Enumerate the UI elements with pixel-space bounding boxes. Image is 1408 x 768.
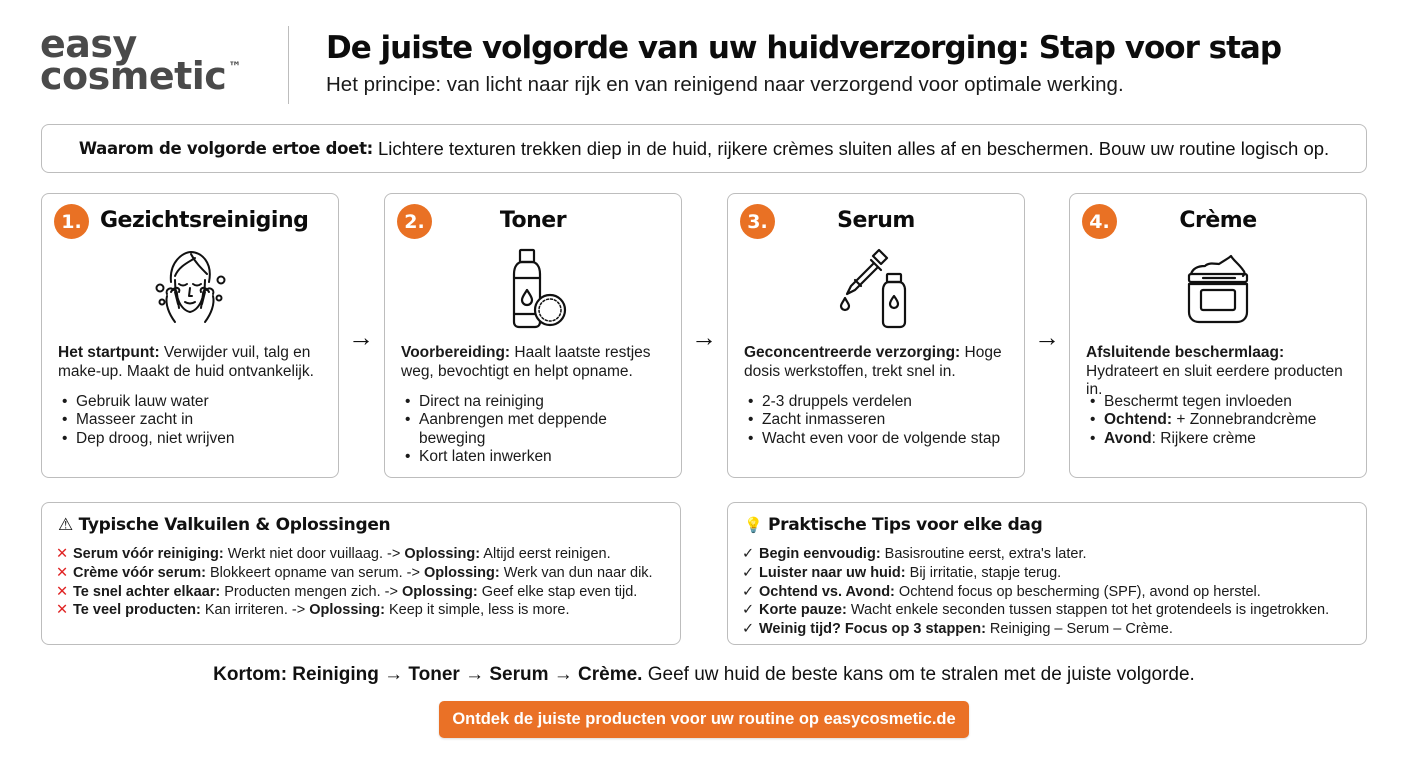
arrow-right-icon: → (348, 322, 374, 352)
x-mark-icon: ✕ (56, 583, 69, 600)
cream-jar-icon (1173, 244, 1263, 334)
bullet-item: • Aanbrengen met deppende beweging (403, 411, 673, 448)
tip-item: ✓ Weinig tijd? Focus op 3 stappen: Reiniging – Serum – Crème. (742, 621, 1173, 638)
step-number-badge: 4. (1082, 204, 1117, 239)
step-bullets (60, 393, 330, 448)
pitfalls-panel (41, 502, 681, 645)
step-card-cream (1069, 193, 1367, 478)
tips-list (742, 545, 1329, 639)
step-description: Afsluitende beschermlaag: Hydrateert en sluit eerdere producten in. (1086, 344, 1343, 398)
header-divider (288, 26, 289, 104)
bullet-item: • Kort laten inwerken (403, 448, 673, 466)
pitfall-item: ✕ Crème vóór serum: Blokkeert opname van serum. -> Oplossing: Werk van dun naar dik. (56, 564, 653, 581)
step-description: Het startpunt: Verwijder vuil, talg en make-up. Maakt de huid ontvankelijk. (58, 344, 314, 380)
logo-line-1: easy (40, 22, 137, 66)
trademark-symbol: ™ (228, 60, 241, 75)
face-washing-icon (145, 244, 235, 334)
bullet-item: • Dep droog, niet wrijven (60, 430, 330, 448)
tip-item: ✓ Begin eenvoudig: Basisroutine eerst, extra's later. (742, 546, 1087, 562)
step-title: Gezichtsreiniging (100, 208, 309, 233)
checkmark-icon: ✓ (742, 621, 755, 638)
bullet-item: • Direct na reiniging (403, 393, 673, 411)
step-description: Geconcentreerde verzorging: Hoge dosis werkstoffen, trekt snel in. (744, 344, 1002, 380)
arrow-right-icon: → (691, 322, 717, 352)
why-text: Lichtere texturen trekken diep in de huid, rijkere crèmes sluiten alles af en beschermen. Bouw uw routine logisch op. (377, 137, 1330, 159)
checkmark-icon: ✓ (742, 583, 755, 600)
tips-title: 💡 Praktische Tips voor elke dag (744, 515, 1043, 535)
arrow-right-icon: → (1034, 322, 1060, 352)
step-number-badge: 1. (54, 204, 89, 239)
bullet-item: • Wacht even voor de volgende stap (746, 430, 1016, 448)
brand-logo (40, 22, 241, 98)
step-number-badge: 2. (397, 204, 432, 239)
why-order-matters-box (41, 124, 1367, 173)
bullet-item: • Beschermt tegen invloeden (1088, 393, 1358, 411)
step-title: Crème (1179, 208, 1257, 233)
step-description: Voorbereiding: Haalt laatste restjes weg, bevochtigt en helpt opname. (401, 344, 651, 380)
tip-item: ✓ Ochtend vs. Avond: Ochtend focus op bescherming (SPF), avond op herstel. (742, 583, 1261, 600)
serum-dropper-icon (831, 244, 921, 334)
bullet-item: • 2-3 druppels verdelen (746, 393, 1016, 411)
checkmark-icon: ✓ (742, 602, 755, 619)
tips-panel (727, 502, 1367, 645)
why-label: Waarom de volgorde ertoe doet: (78, 139, 373, 158)
x-mark-icon: ✕ (56, 564, 69, 581)
step-card-cleansing (41, 193, 339, 478)
step-card-serum (727, 193, 1025, 478)
step-title: Serum (837, 208, 915, 233)
pitfall-item: ✕ Te veel producten: Kan irriteren. -> Oplossing: Keep it simple, less is more. (56, 602, 570, 619)
pitfall-item: ✕ Te snel achter elkaar: Producten mengen zich. -> Oplossing: Geef elke stap even tijd. (56, 583, 638, 600)
lightbulb-icon: 💡 (744, 516, 763, 534)
pitfalls-list (56, 545, 653, 620)
pitfalls-title: ⚠ Typische Valkuilen & Oplossingen (58, 515, 391, 535)
checkmark-icon: ✓ (742, 564, 755, 581)
step-bullets (746, 393, 1016, 448)
x-mark-icon: ✕ (56, 602, 69, 619)
cta-button[interactable]: Ontdek de juiste producten voor uw routine op easycosmetic.de (439, 701, 969, 738)
checkmark-icon: ✓ (742, 546, 755, 562)
step-number-badge: 3. (740, 204, 775, 239)
page-subtitle: Het principe: van licht naar rijk en van reinigend naar verzorgend voor optimale werking. (326, 73, 1124, 96)
step-bullets (403, 393, 673, 466)
tip-item: ✓ Korte pauze: Wacht enkele seconden tussen stappen tot het grotendeels is ingetrokken. (742, 602, 1330, 619)
step-title: Toner (499, 208, 567, 233)
bullet-item: • Avond: Rijkere crème (1088, 430, 1358, 448)
pitfall-item: ✕ Serum vóór reiniging: Werkt niet door vuillaag. -> Oplossing: Altijd eerst reinigen. (56, 546, 611, 562)
page-title: De juiste volgorde van uw huidverzorging: Stap voor stap (326, 30, 1282, 66)
warning-icon: ⚠ (58, 515, 73, 535)
bullet-item: • Ochtend: + Zonnebrandcrème (1088, 411, 1358, 429)
step-bullets (1088, 393, 1358, 448)
x-mark-icon: ✕ (56, 546, 69, 562)
step-card-toner (384, 193, 682, 478)
toner-bottle-icon (488, 244, 578, 334)
bullet-item: • Gebruik lauw water (60, 393, 330, 411)
logo-line-2: cosmetic ™ (40, 54, 241, 98)
bullet-item: • Zacht inmasseren (746, 411, 1016, 429)
bullet-item: • Masseer zacht in (60, 411, 330, 429)
tip-item: ✓ Luister naar uw huid: Bij irritatie, stapje terug. (742, 564, 1062, 581)
summary-line: Kortom: Reiniging → Toner → Serum → Crème. Geef uw huid de beste kans om te stralen met de juiste volgorde. (213, 664, 1195, 685)
